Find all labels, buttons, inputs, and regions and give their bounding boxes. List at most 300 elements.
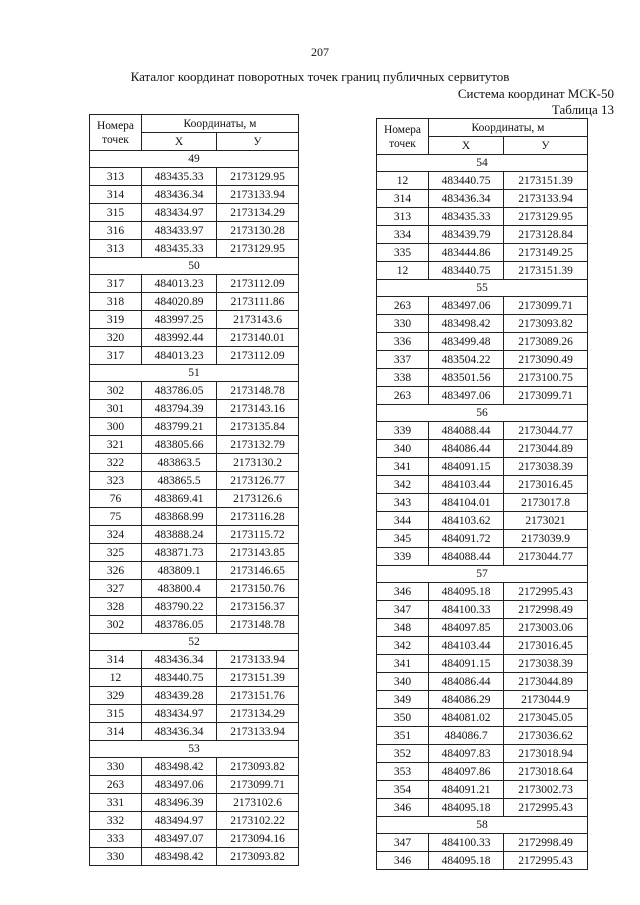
x-coordinate-cell: 483436.34	[142, 651, 217, 669]
servitude-group-row	[90, 365, 299, 382]
point-number-cell: 352	[377, 745, 429, 763]
x-coordinate-cell: 483992.44	[142, 329, 217, 347]
point-number-cell: 341	[377, 458, 429, 476]
table-row	[90, 472, 299, 490]
x-coordinate-cell: 484013.23	[142, 347, 217, 365]
point-number-cell: 302	[90, 616, 142, 634]
table-row	[377, 548, 588, 566]
table-row	[90, 812, 299, 830]
table-row	[377, 727, 588, 745]
y-coordinate-cell: 2173128.84	[504, 226, 588, 244]
point-number-cell: 300	[90, 418, 142, 436]
servitude-group-row	[377, 566, 588, 583]
table-row	[90, 544, 299, 562]
table-row	[377, 369, 588, 387]
table-row	[90, 830, 299, 848]
point-number-cell: 342	[377, 637, 429, 655]
point-number-cell: 325	[90, 544, 142, 562]
y-header: У	[217, 133, 299, 151]
x-coordinate-cell: 484095.18	[429, 852, 504, 870]
table-row	[90, 508, 299, 526]
table-row	[377, 458, 588, 476]
x-coordinate-cell: 483439.28	[142, 687, 217, 705]
x-coordinate-cell: 484086.7	[429, 727, 504, 745]
y-coordinate-cell: 2173099.71	[504, 297, 588, 315]
x-coordinate-cell: 484104.01	[429, 494, 504, 512]
x-coordinate-cell: 483494.97	[142, 812, 217, 830]
table-row	[377, 333, 588, 351]
table-row	[90, 848, 299, 866]
servitude-group-row	[377, 155, 588, 172]
y-coordinate-cell: 2173039.9	[504, 530, 588, 548]
x-coordinate-cell: 483504.22	[429, 351, 504, 369]
table-row	[90, 687, 299, 705]
servitude-number: 53	[90, 741, 299, 758]
point-number-cell: 313	[90, 168, 142, 186]
servitude-number: 56	[377, 405, 588, 422]
table-row	[377, 834, 588, 852]
x-coordinate-cell: 483497.06	[142, 776, 217, 794]
y-coordinate-cell: 2173149.25	[504, 244, 588, 262]
x-coordinate-cell: 483794.39	[142, 400, 217, 418]
point-number-cell: 332	[90, 812, 142, 830]
table-row	[90, 240, 299, 258]
x-coordinate-cell: 483435.33	[142, 240, 217, 258]
x-coordinate-cell: 484088.44	[429, 548, 504, 566]
y-coordinate-cell: 2173102.6	[217, 794, 299, 812]
table-row	[377, 781, 588, 799]
point-number-cell: 263	[90, 776, 142, 794]
point-number-cell: 327	[90, 580, 142, 598]
y-coordinate-cell: 2173099.71	[504, 387, 588, 405]
y-coordinate-cell: 2173093.82	[217, 848, 299, 866]
point-number-cell: 350	[377, 709, 429, 727]
y-coordinate-cell: 2173021	[504, 512, 588, 530]
point-number-cell: 302	[90, 382, 142, 400]
x-coordinate-cell: 483805.66	[142, 436, 217, 454]
point-number-cell: 346	[377, 799, 429, 817]
y-header: У	[504, 137, 588, 155]
table-row	[90, 598, 299, 616]
point-number-cell: 335	[377, 244, 429, 262]
point-number-cell: 319	[90, 311, 142, 329]
x-coordinate-cell: 483436.34	[142, 186, 217, 204]
x-coordinate-cell: 484091.15	[429, 655, 504, 673]
table-row	[90, 758, 299, 776]
x-coordinate-cell: 484095.18	[429, 799, 504, 817]
table-row	[377, 637, 588, 655]
point-number-cell: 314	[90, 723, 142, 741]
y-coordinate-cell: 2173094.16	[217, 830, 299, 848]
y-coordinate-cell: 2173129.95	[504, 208, 588, 226]
table-row	[377, 262, 588, 280]
y-coordinate-cell: 2173002.73	[504, 781, 588, 799]
table-row	[90, 562, 299, 580]
x-coordinate-cell: 483809.1	[142, 562, 217, 580]
point-number-cell: 344	[377, 512, 429, 530]
coordinate-system-label: Система координат МСК-50	[457, 86, 614, 101]
point-number-cell: 326	[90, 562, 142, 580]
x-coordinate-cell: 483436.34	[429, 190, 504, 208]
y-coordinate-cell: 2173151.39	[504, 262, 588, 280]
point-number-cell: 12	[377, 172, 429, 190]
y-coordinate-cell: 2173116.28	[217, 508, 299, 526]
y-coordinate-cell: 2173044.77	[504, 548, 588, 566]
point-number-cell: 353	[377, 763, 429, 781]
x-coordinate-cell: 483800.4	[142, 580, 217, 598]
table-row	[90, 490, 299, 508]
table-row	[377, 315, 588, 333]
x-coordinate-cell: 483498.42	[429, 315, 504, 333]
point-number-cell: 321	[90, 436, 142, 454]
x-coordinate-cell: 483497.06	[429, 387, 504, 405]
y-coordinate-cell: 2173016.45	[504, 476, 588, 494]
x-coordinate-cell: 484081.02	[429, 709, 504, 727]
point-number-cell: 338	[377, 369, 429, 387]
y-coordinate-cell: 2173130.28	[217, 222, 299, 240]
table-row	[90, 347, 299, 365]
point-number-cell: 75	[90, 508, 142, 526]
point-number-cell: 331	[90, 794, 142, 812]
y-coordinate-cell: 2173134.29	[217, 204, 299, 222]
y-coordinate-cell: 2173112.09	[217, 347, 299, 365]
y-coordinate-cell: 2173100.75	[504, 369, 588, 387]
coordinates-table-left	[89, 114, 299, 866]
y-coordinate-cell: 2173018.64	[504, 763, 588, 781]
y-coordinate-cell: 2172998.49	[504, 601, 588, 619]
table-row	[90, 311, 299, 329]
table-row	[377, 691, 588, 709]
table-row	[90, 418, 299, 436]
point-number-cell: 329	[90, 687, 142, 705]
table-row	[377, 619, 588, 637]
y-coordinate-cell: 2173156.37	[217, 598, 299, 616]
y-coordinate-cell: 2173112.09	[217, 275, 299, 293]
y-coordinate-cell: 2173140.01	[217, 329, 299, 347]
point-number-header: Номера точек	[90, 115, 142, 151]
point-number-cell: 340	[377, 440, 429, 458]
table-row	[377, 494, 588, 512]
y-coordinate-cell: 2173089.26	[504, 333, 588, 351]
point-number-cell: 347	[377, 834, 429, 852]
x-coordinate-cell: 484091.15	[429, 458, 504, 476]
table-row	[90, 705, 299, 723]
point-number-cell: 324	[90, 526, 142, 544]
point-number-cell: 323	[90, 472, 142, 490]
point-number-cell: 339	[377, 422, 429, 440]
y-coordinate-cell: 2173146.65	[217, 562, 299, 580]
table-row	[90, 436, 299, 454]
y-coordinate-cell: 2173099.71	[217, 776, 299, 794]
point-number-cell: 330	[90, 758, 142, 776]
y-coordinate-cell: 2173018.94	[504, 745, 588, 763]
y-coordinate-cell: 2173017.8	[504, 494, 588, 512]
y-coordinate-cell: 2173148.78	[217, 382, 299, 400]
document-title: Каталог координат поворотных точек границ публичных сервитутов	[130, 69, 510, 84]
table-row	[90, 168, 299, 186]
y-coordinate-cell: 2173036.62	[504, 727, 588, 745]
point-number-cell: 348	[377, 619, 429, 637]
table-row	[377, 583, 588, 601]
table-row	[377, 190, 588, 208]
point-number-cell: 76	[90, 490, 142, 508]
table-row	[90, 526, 299, 544]
point-number-cell: 337	[377, 351, 429, 369]
y-coordinate-cell: 2173129.95	[217, 168, 299, 186]
table-row	[377, 440, 588, 458]
x-coordinate-cell: 483871.73	[142, 544, 217, 562]
y-coordinate-cell: 2173143.16	[217, 400, 299, 418]
point-number-cell: 317	[90, 275, 142, 293]
x-coordinate-cell: 483434.97	[142, 204, 217, 222]
y-coordinate-cell: 2173044.9	[504, 691, 588, 709]
coordinates-table-right	[376, 118, 588, 870]
point-number-cell: 343	[377, 494, 429, 512]
table-row	[377, 172, 588, 190]
x-coordinate-cell: 484086.29	[429, 691, 504, 709]
servitude-group-row	[90, 741, 299, 758]
point-number-cell: 315	[90, 705, 142, 723]
x-coordinate-cell: 483440.75	[429, 262, 504, 280]
servitude-number: 58	[377, 817, 588, 834]
page-number: 207	[311, 45, 329, 59]
y-coordinate-cell: 2173133.94	[504, 190, 588, 208]
y-coordinate-cell: 2173133.94	[217, 723, 299, 741]
y-coordinate-cell: 2172995.43	[504, 852, 588, 870]
x-coordinate-cell: 483440.75	[429, 172, 504, 190]
table-row	[90, 293, 299, 311]
table-row	[377, 297, 588, 315]
x-coordinate-cell: 483888.24	[142, 526, 217, 544]
table-row	[377, 709, 588, 727]
table-row	[377, 226, 588, 244]
table-row	[377, 745, 588, 763]
y-coordinate-cell: 2173093.82	[504, 315, 588, 333]
table-row	[377, 244, 588, 262]
x-coordinate-cell: 484097.85	[429, 619, 504, 637]
point-number-cell: 317	[90, 347, 142, 365]
point-number-cell: 354	[377, 781, 429, 799]
y-coordinate-cell: 2173129.95	[217, 240, 299, 258]
x-coordinate-cell: 483498.42	[142, 758, 217, 776]
y-coordinate-cell: 2173143.85	[217, 544, 299, 562]
table-row	[90, 794, 299, 812]
x-coordinate-cell: 483436.34	[142, 723, 217, 741]
point-number-cell: 314	[90, 186, 142, 204]
x-coordinate-cell: 483869.41	[142, 490, 217, 508]
table-row	[377, 530, 588, 548]
x-coordinate-cell: 483435.33	[429, 208, 504, 226]
servitude-number: 54	[377, 155, 588, 172]
x-header: Х	[429, 137, 504, 155]
table-row	[90, 454, 299, 472]
y-coordinate-cell: 2173143.6	[217, 311, 299, 329]
point-number-cell: 301	[90, 400, 142, 418]
servitude-number: 55	[377, 280, 588, 297]
table-row	[90, 651, 299, 669]
y-coordinate-cell: 2173134.29	[217, 705, 299, 723]
table-row	[377, 512, 588, 530]
point-number-cell: 340	[377, 673, 429, 691]
coordinates-header: Координаты, м	[142, 115, 299, 133]
x-coordinate-cell: 484097.83	[429, 745, 504, 763]
x-coordinate-cell: 483863.5	[142, 454, 217, 472]
table-row	[90, 222, 299, 240]
y-coordinate-cell: 2173038.39	[504, 655, 588, 673]
x-coordinate-cell: 483997.25	[142, 311, 217, 329]
x-coordinate-cell: 483435.33	[142, 168, 217, 186]
x-coordinate-cell: 483433.97	[142, 222, 217, 240]
table-row	[377, 852, 588, 870]
x-coordinate-cell: 483440.75	[142, 669, 217, 687]
x-coordinate-cell: 484086.44	[429, 440, 504, 458]
table-row	[377, 351, 588, 369]
table-number-label: Таблица 13	[551, 102, 614, 117]
point-number-header: Номера точек	[377, 119, 429, 155]
servitude-number: 57	[377, 566, 588, 583]
point-number-cell: 313	[90, 240, 142, 258]
y-coordinate-cell: 2173151.39	[504, 172, 588, 190]
point-number-cell: 316	[90, 222, 142, 240]
x-coordinate-cell: 483497.07	[142, 830, 217, 848]
point-number-cell: 12	[377, 262, 429, 280]
table-row	[377, 673, 588, 691]
x-coordinate-cell: 484091.21	[429, 781, 504, 799]
table-row	[377, 799, 588, 817]
point-number-cell: 314	[90, 651, 142, 669]
point-number-cell: 320	[90, 329, 142, 347]
table-row	[377, 655, 588, 673]
y-coordinate-cell: 2173044.77	[504, 422, 588, 440]
point-number-cell: 263	[377, 297, 429, 315]
y-coordinate-cell: 2173093.82	[217, 758, 299, 776]
point-number-cell: 351	[377, 727, 429, 745]
x-coordinate-cell: 484100.33	[429, 834, 504, 852]
x-coordinate-cell: 483439.79	[429, 226, 504, 244]
x-coordinate-cell: 484013.23	[142, 275, 217, 293]
y-coordinate-cell: 2173126.77	[217, 472, 299, 490]
point-number-cell: 330	[90, 848, 142, 866]
y-coordinate-cell: 2173115.72	[217, 526, 299, 544]
point-number-cell: 318	[90, 293, 142, 311]
x-coordinate-cell: 484088.44	[429, 422, 504, 440]
y-coordinate-cell: 2173133.94	[217, 186, 299, 204]
point-number-cell: 12	[90, 669, 142, 687]
x-coordinate-cell: 483868.99	[142, 508, 217, 526]
x-coordinate-cell: 483865.5	[142, 472, 217, 490]
y-coordinate-cell: 2173044.89	[504, 673, 588, 691]
x-header: Х	[142, 133, 217, 151]
point-number-cell: 339	[377, 548, 429, 566]
table-row	[90, 776, 299, 794]
point-number-cell: 328	[90, 598, 142, 616]
servitude-number: 51	[90, 365, 299, 382]
y-coordinate-cell: 2172995.43	[504, 583, 588, 601]
x-coordinate-cell: 484020.89	[142, 293, 217, 311]
point-number-cell: 330	[377, 315, 429, 333]
table-row	[90, 400, 299, 418]
coordinates-header: Координаты, м	[429, 119, 588, 137]
x-coordinate-cell: 483444.86	[429, 244, 504, 262]
y-coordinate-cell: 2173150.76	[217, 580, 299, 598]
point-number-cell: 341	[377, 655, 429, 673]
y-coordinate-cell: 2173126.6	[217, 490, 299, 508]
servitude-group-row	[377, 280, 588, 297]
x-coordinate-cell: 484103.44	[429, 637, 504, 655]
table-row	[90, 669, 299, 687]
point-number-cell: 345	[377, 530, 429, 548]
x-coordinate-cell: 483799.21	[142, 418, 217, 436]
servitude-number: 52	[90, 634, 299, 651]
y-coordinate-cell: 2173111.86	[217, 293, 299, 311]
point-number-cell: 346	[377, 852, 429, 870]
point-number-cell: 336	[377, 333, 429, 351]
table-row	[90, 616, 299, 634]
y-coordinate-cell: 2173016.45	[504, 637, 588, 655]
table-row	[90, 329, 299, 347]
point-number-cell: 322	[90, 454, 142, 472]
point-number-cell: 314	[377, 190, 429, 208]
table-row	[377, 601, 588, 619]
servitude-group-row	[377, 817, 588, 834]
x-coordinate-cell: 483790.22	[142, 598, 217, 616]
x-coordinate-cell: 484103.62	[429, 512, 504, 530]
y-coordinate-cell: 2173102.22	[217, 812, 299, 830]
table-row	[90, 580, 299, 598]
y-coordinate-cell: 2173038.39	[504, 458, 588, 476]
y-coordinate-cell: 2173044.89	[504, 440, 588, 458]
y-coordinate-cell: 2173090.49	[504, 351, 588, 369]
y-coordinate-cell: 2173151.39	[217, 669, 299, 687]
y-coordinate-cell: 2173130.2	[217, 454, 299, 472]
y-coordinate-cell: 2173133.94	[217, 651, 299, 669]
table-row	[377, 422, 588, 440]
y-coordinate-cell: 2172998.49	[504, 834, 588, 852]
table-row	[377, 208, 588, 226]
x-coordinate-cell: 483496.39	[142, 794, 217, 812]
x-coordinate-cell: 483786.05	[142, 382, 217, 400]
y-coordinate-cell: 2173148.78	[217, 616, 299, 634]
point-number-cell: 263	[377, 387, 429, 405]
y-coordinate-cell: 2173003.06	[504, 619, 588, 637]
y-coordinate-cell: 2172995.43	[504, 799, 588, 817]
x-coordinate-cell: 484100.33	[429, 601, 504, 619]
point-number-cell: 346	[377, 583, 429, 601]
y-coordinate-cell: 2173151.76	[217, 687, 299, 705]
x-coordinate-cell: 484091.72	[429, 530, 504, 548]
x-coordinate-cell: 484097.86	[429, 763, 504, 781]
servitude-group-row	[90, 634, 299, 651]
table-row	[90, 382, 299, 400]
x-coordinate-cell: 483499.48	[429, 333, 504, 351]
point-number-cell: 313	[377, 208, 429, 226]
table-row	[377, 763, 588, 781]
x-coordinate-cell: 484103.44	[429, 476, 504, 494]
y-coordinate-cell: 2173132.79	[217, 436, 299, 454]
x-coordinate-cell: 483501.56	[429, 369, 504, 387]
x-coordinate-cell: 483434.97	[142, 705, 217, 723]
y-coordinate-cell: 2173135.84	[217, 418, 299, 436]
table-row	[90, 723, 299, 741]
x-coordinate-cell: 483498.42	[142, 848, 217, 866]
x-coordinate-cell: 484095.18	[429, 583, 504, 601]
servitude-number: 50	[90, 258, 299, 275]
point-number-cell: 347	[377, 601, 429, 619]
point-number-cell: 333	[90, 830, 142, 848]
y-coordinate-cell: 2173045.05	[504, 709, 588, 727]
servitude-group-row	[90, 258, 299, 275]
x-coordinate-cell: 483786.05	[142, 616, 217, 634]
